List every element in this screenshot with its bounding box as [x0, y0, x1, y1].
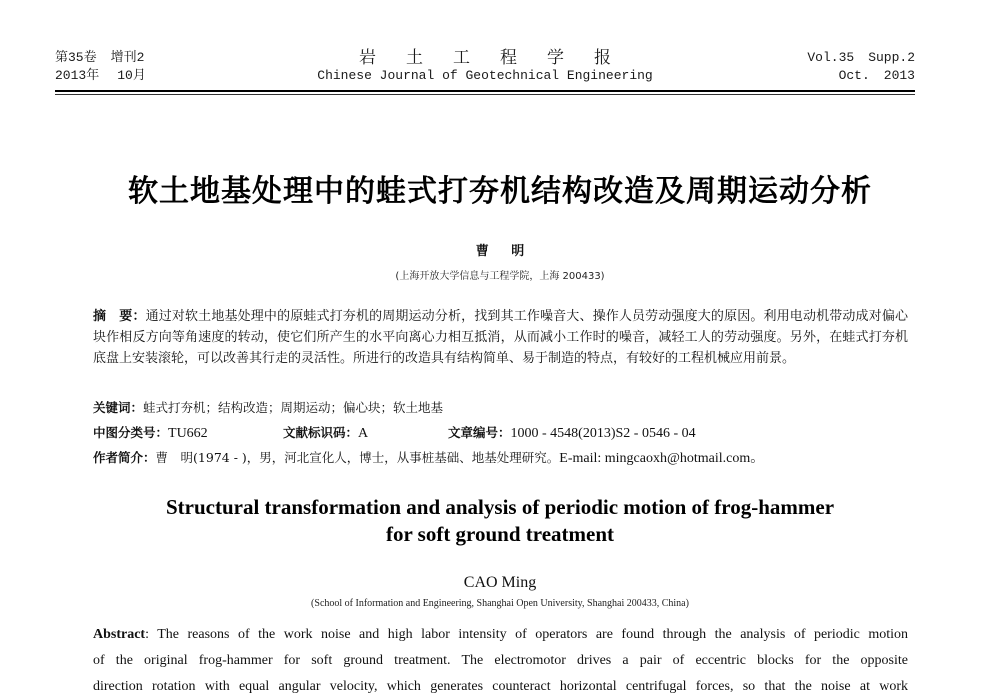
author-name-en: CAO Ming — [463, 574, 537, 591]
author-bio-cn — [93, 448, 923, 469]
running-header — [55, 49, 915, 85]
header-rule-thin — [55, 94, 915, 95]
bio-label-cn: 作者简介： — [93, 450, 156, 465]
header-year-cn: 2013年 — [55, 68, 100, 83]
header-year-en: 2013 — [883, 68, 915, 83]
article-no-value: 1000 - 4548(2013)S2 - 0546 - 04 — [510, 426, 696, 441]
journal-name-cn: 岩土工程学报 — [359, 48, 641, 68]
abstract-cn — [93, 306, 908, 369]
classification-line — [93, 423, 908, 444]
keywords-label-cn: 关键词： — [93, 400, 144, 415]
clc-label: 中图分类号： — [93, 425, 169, 440]
paper-title-cn: 软土地基处理中的蛙式打夯机结构改造及周期运动分析 — [128, 174, 872, 209]
abstract-text-cn: 通过对软土地基处理中的原蛙式打夯机的周期运动分析，找到其工作噪音大、操作人员劳动强度大的原因。利用电动机带动成对偏心块作相反方向等角速度的转动，使它们所产生的水平向离心力相互抵消，从而减小工作时的噪音，减轻工人的劳动强度。另外，在蛙式打夯机底盘上安装滚轮，可以改善其行走的灵活性。所进行的改造具有结构简单、易于制造的特点，有较好的工程机械应用前景。 — [93, 309, 908, 366]
header-volume-en: Vol.35 — [807, 50, 855, 65]
abstract-en-line: Abstract: The reasons of the work noise and high labor intensity of operators are found through the analysis of periodic motion — [93, 627, 908, 642]
bio-name-cn: 曹 明 — [155, 450, 194, 465]
keywords-text-cn: 蛙式打夯机；结构改造；周期运动；偏心块；软土地基 — [143, 400, 444, 415]
author-name-cn: 曹 明 — [475, 244, 525, 259]
abstract-en — [93, 622, 908, 700]
paper-title-en — [0, 494, 1000, 548]
header-supplement-en: Supp.2 — [868, 50, 915, 65]
abstract-label-en: Abstract — [93, 627, 146, 642]
article-no-label: 文章编号： — [448, 425, 511, 440]
bio-text-cn: (1974 - )，男，河北宣化人，博士，从事桩基础、地基处理研究。 — [193, 450, 560, 465]
paper-title-en-line2: for soft ground treatment — [385, 522, 615, 546]
journal-name-en: Chinese Journal of Geotechnical Engineering — [317, 68, 653, 83]
affiliation-en: (School of Information and Engineering, Shanghai Open University, Shanghai 200433, China) — [311, 598, 689, 609]
doc-code-value: A — [358, 426, 369, 441]
clc-value: TU662 — [168, 426, 208, 441]
paper-title-en-line1: Structural transformation and analysis of periodic motion of frog-hammer — [165, 495, 835, 519]
keywords-cn — [93, 398, 908, 418]
header-issue-cn: 增刊2 — [110, 50, 145, 65]
header-journal-name — [55, 49, 915, 85]
bio-email[interactable]: E-mail: mingcaoxh@hotmail.com。 — [559, 451, 765, 466]
header-volume-info — [807, 49, 915, 85]
abstract-en-line: of the original frog-hammer for soft ground treatment. The electromotor drives a pair of eccentric blocks for the opposite — [93, 653, 908, 668]
header-month-cn: 10月 — [117, 68, 146, 83]
header-month-en: Oct. — [838, 68, 870, 83]
abstract-label-cn: 摘 要： — [93, 309, 146, 324]
abstract-en-line: direction rotation with equal angular velocity, which generates counteract horizontal centrifugal forces, so that the noise at work — [93, 679, 908, 694]
doc-code-label: 文献标识码： — [283, 425, 359, 440]
header-volume-cn: 第35卷 — [55, 50, 97, 65]
affiliation-cn: (上海开放大学信息与工程学院，上海 200433) — [395, 271, 605, 282]
header-rule-thick — [55, 90, 915, 92]
